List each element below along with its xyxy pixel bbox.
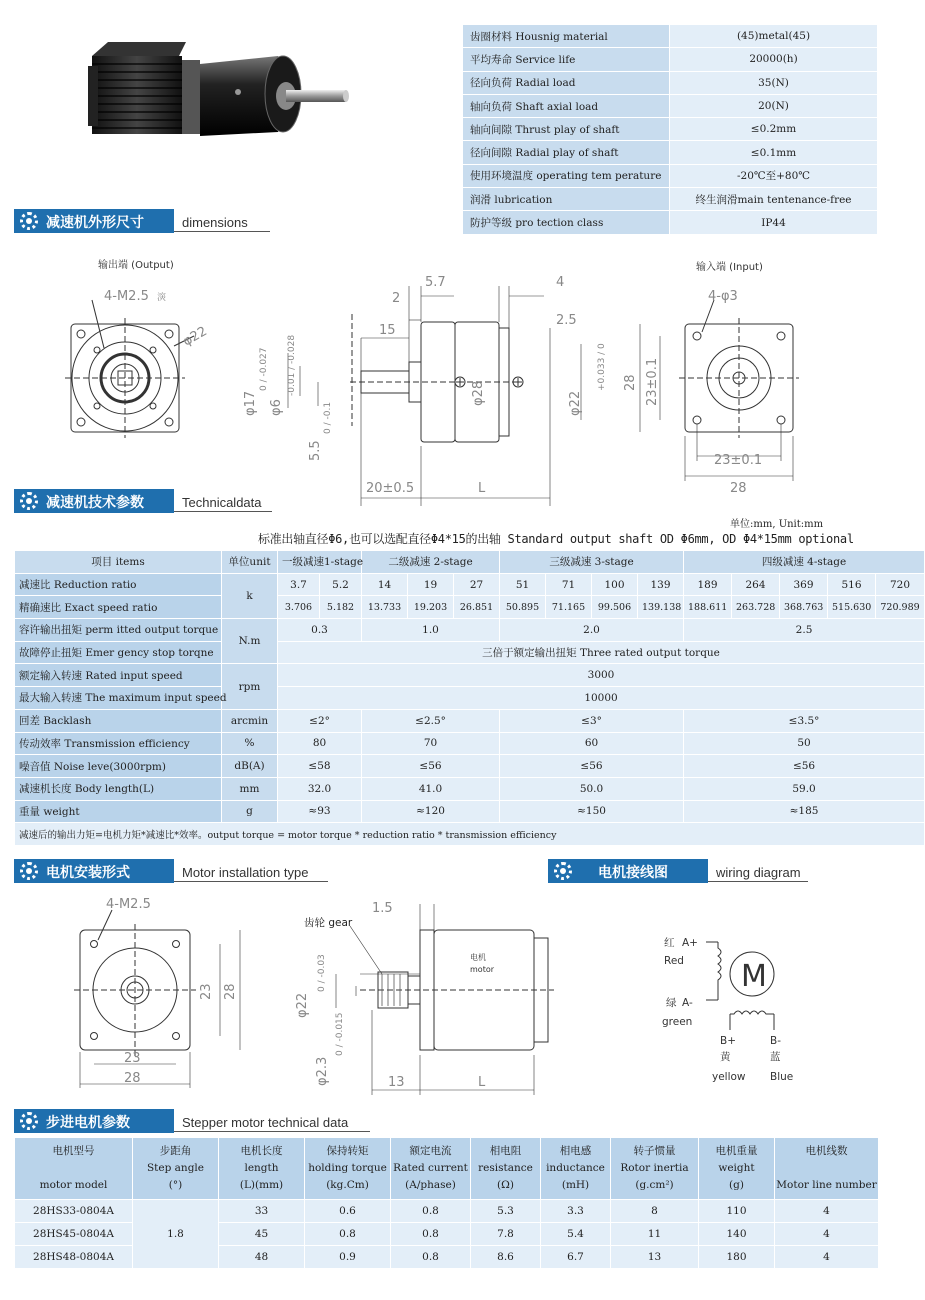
footnote: 减速后的输出力矩=电机力矩*减速比*效率。output torque = motor torque * reduction ratio * transmission efficiency — [15, 823, 925, 846]
spec-row — [463, 164, 878, 187]
cell: 139 — [638, 573, 684, 596]
wire-a-minus: A- — [682, 997, 693, 1009]
dim-20: 20±0.5 — [366, 481, 415, 496]
header-cn: 电机长度 — [240, 1145, 283, 1157]
cell: 48 — [219, 1246, 305, 1269]
cell: 3.3 — [541, 1200, 611, 1223]
table-row — [15, 755, 925, 778]
cell: ≤56 — [500, 755, 684, 778]
header-unit: (kg.Cm) — [326, 1179, 369, 1191]
dim-phi22b: φ22 — [568, 390, 583, 416]
cell: 5.2 — [320, 573, 362, 596]
cell: 0.8 — [391, 1223, 471, 1246]
header-en: weight — [718, 1162, 755, 1174]
wire-b-minus: B- — [770, 1035, 781, 1047]
section-header-technical — [14, 489, 276, 513]
table-row — [15, 687, 925, 710]
table-row — [15, 1200, 879, 1223]
wiring-diagram — [640, 930, 840, 1090]
cell: 8.6 — [471, 1246, 541, 1269]
spec-row — [463, 188, 878, 211]
install-28-vertical: 28 — [223, 983, 238, 1000]
cell: 7.8 — [471, 1223, 541, 1246]
section-header-installation — [14, 859, 332, 883]
table-row — [15, 596, 925, 619]
table-row — [15, 823, 925, 846]
cell: ≤58 — [278, 755, 362, 778]
header-unit: (Ω) — [497, 1179, 514, 1191]
gear-icon — [20, 1112, 38, 1130]
gear-icon — [20, 862, 38, 880]
cell: 71 — [546, 573, 592, 596]
header-en: length — [244, 1162, 279, 1174]
cell: ≈185 — [684, 800, 925, 823]
cell: 70 — [362, 732, 500, 755]
cell: ≈150 — [500, 800, 684, 823]
technical-data-table — [14, 550, 925, 846]
gear-icon — [554, 862, 572, 880]
section-title-cn: 减速机技术参数 — [46, 495, 144, 511]
header-weight — [699, 1138, 775, 1200]
spec-value: ≤0.2mm — [670, 118, 878, 141]
cell: 33 — [219, 1200, 305, 1223]
spec-key: 防护等级 pro tection class — [463, 211, 670, 234]
dim-phi22: φ22 — [180, 323, 210, 350]
unit-note: 单位:mm, Unit:mm — [730, 519, 824, 530]
cell: 0.8 — [305, 1223, 391, 1246]
cell: 三倍于额定输出扭矩 Three rated output torque — [278, 641, 925, 664]
wire-b-plus: B+ — [720, 1035, 737, 1047]
cell: ≤3° — [500, 709, 684, 732]
table-row — [15, 1138, 879, 1200]
cell: 28HS48-0804A — [15, 1246, 133, 1269]
wire-a-plus-en: Red — [664, 955, 684, 967]
header-unit: (L)(mm) — [239, 1179, 284, 1191]
cell: 14 — [362, 573, 408, 596]
row-label: 容许输出扭矩 perm itted output torque — [15, 619, 222, 642]
cell: 50 — [684, 732, 925, 755]
table-row — [15, 641, 925, 664]
install-holes: 4-M2.5 — [106, 897, 151, 912]
row-label: 传动效率 Transmission efficiency — [15, 732, 222, 755]
cell-step-angle: 1.8 — [133, 1200, 219, 1269]
cell: ≤2.5° — [362, 709, 500, 732]
cell: 139.138 — [638, 596, 684, 619]
header-en: Motor line number — [776, 1179, 877, 1191]
cell: 1.0 — [362, 619, 500, 642]
cell: 13 — [611, 1246, 699, 1269]
spec-row — [463, 25, 878, 48]
gear-icon — [20, 492, 38, 510]
row-label: 减速机长度 Body length(L) — [15, 777, 222, 800]
cell: 71.165 — [546, 596, 592, 619]
cell: 32.0 — [278, 777, 362, 800]
header-motor-model — [15, 1138, 133, 1200]
cell: 263.728 — [732, 596, 780, 619]
dim-4: 4 — [556, 275, 565, 290]
cell: 3.7 — [278, 573, 320, 596]
dim-23-horizontal: 23±0.1 — [714, 453, 763, 468]
header-cn: 步距角 — [159, 1145, 192, 1157]
section-title-cn: 电机接线图 — [598, 865, 668, 881]
header-stage-3: 三级减速 3-stage — [500, 551, 684, 574]
spec-value: -20℃至+80℃ — [670, 164, 878, 187]
cell: 26.851 — [454, 596, 500, 619]
header-unit: motor model — [39, 1179, 108, 1191]
section-title-cn: 步进电机参数 — [46, 1115, 130, 1131]
row-unit: % — [222, 732, 278, 755]
cell: ≤3.5° — [684, 709, 925, 732]
dim-in-holes: 4-φ3 — [708, 289, 738, 304]
row-unit: k — [222, 573, 278, 618]
dim-28-horizontal: 28 — [730, 481, 747, 496]
dim-15: 15 — [379, 323, 396, 338]
wire-a-minus-cn: 绿 — [666, 997, 677, 1009]
header-stage-2: 二级减速 2-stage — [362, 551, 500, 574]
gear-icon — [20, 212, 38, 230]
install-phi22-tol: 0 / -0.03 — [317, 954, 327, 992]
dim-phi17: φ17 — [243, 390, 258, 416]
install-phi22: φ22 — [295, 992, 310, 1018]
header-cn: 相电感 — [559, 1145, 592, 1157]
wire-a-plus-cn: 红 — [664, 937, 675, 949]
cell: 13.733 — [362, 596, 408, 619]
section-title-en: Stepper motor technical data — [182, 1115, 349, 1130]
install-phi2-3: φ2.3 — [315, 1056, 330, 1086]
motor-label-en: motor — [470, 965, 495, 974]
wire-a-plus: A+ — [682, 937, 698, 949]
header-cn: 额定电流 — [409, 1145, 452, 1157]
cell: 28HS33-0804A — [15, 1200, 133, 1223]
install-13: 13 — [388, 1075, 405, 1090]
section-title-en: Motor installation type — [182, 865, 309, 880]
header-rotor-inertia — [611, 1138, 699, 1200]
cell: 11 — [611, 1223, 699, 1246]
cell: 3.706 — [278, 596, 320, 619]
spec-key: 轴向间隙 Thrust play of shaft — [463, 118, 670, 141]
cell: 2.0 — [500, 619, 684, 642]
section-header-dimensions — [14, 209, 274, 233]
install-1-5: 1.5 — [372, 901, 393, 916]
cell: 41.0 — [362, 777, 500, 800]
cell: 516 — [828, 573, 876, 596]
header-holding-torque — [305, 1138, 391, 1200]
spec-key: 轴向负荷 Shaft axial load — [463, 94, 670, 117]
header-cn: 转子惯量 — [633, 1145, 676, 1157]
dim-phi28: φ28 — [471, 380, 486, 406]
header-step-angle — [133, 1138, 219, 1200]
row-label: 重量 weight — [15, 800, 222, 823]
cell: 369 — [780, 573, 828, 596]
row-label: 最大输入转速 The maximum input speed — [15, 687, 222, 710]
spec-row — [463, 71, 878, 94]
row-unit: g — [222, 800, 278, 823]
dim-5-7: 5.7 — [425, 275, 446, 290]
wire-b-minus-en: Blue — [770, 1071, 794, 1083]
cell: 188.611 — [684, 596, 732, 619]
header-unit: (A/phase) — [405, 1179, 456, 1191]
cell: 0.3 — [278, 619, 362, 642]
cell: 0.8 — [391, 1246, 471, 1269]
shaft-option-note: 标准出轴直径Φ6,也可以选配直径Φ4*15的出轴 Standard output shaft OD Φ6mm, OD Φ4*15mm optional — [258, 532, 854, 546]
section-header-wiring — [548, 859, 810, 883]
dim-phi6-tol: -0.01 / -0.028 — [287, 334, 297, 396]
cell: 4 — [775, 1223, 879, 1246]
wire-b-plus-en: yellow — [712, 1071, 746, 1083]
cell: 28HS45-0804A — [15, 1223, 133, 1246]
row-unit: mm — [222, 777, 278, 800]
header-cn: 电机重量 — [715, 1145, 758, 1157]
header-cn: 电机型号 — [52, 1145, 95, 1157]
install-23-vertical: 23 — [199, 983, 214, 1000]
header-length — [219, 1138, 305, 1200]
install-28-horizontal: 28 — [124, 1071, 141, 1086]
cell: 99.506 — [592, 596, 638, 619]
dim-phi6: φ6 — [269, 399, 284, 416]
spec-value: 20(N) — [670, 94, 878, 117]
cell: 0.9 — [305, 1246, 391, 1269]
header-unit: (°) — [168, 1179, 183, 1191]
cell: 180 — [699, 1246, 775, 1269]
row-unit: rpm — [222, 664, 278, 709]
dim-phi22b-tol: +0.033 / 0 — [597, 343, 607, 391]
wire-a-minus-en: green — [662, 1016, 693, 1028]
cell: 50.895 — [500, 596, 546, 619]
cell: 100 — [592, 573, 638, 596]
dim-2: 2 — [392, 291, 401, 306]
cell: ≤2° — [278, 709, 362, 732]
dim-28-vertical: 28 — [623, 374, 638, 391]
row-label: 噪音值 Noise leve(3000rpm) — [15, 755, 222, 778]
table-row — [15, 551, 925, 574]
gear-label: 齿轮 gear — [304, 917, 353, 929]
spec-key: 齿圈材料 Housnig material — [463, 25, 670, 48]
header-inductance — [541, 1138, 611, 1200]
section-title-en: wiring diagram — [716, 865, 801, 880]
row-label: 额定输入转速 Rated input speed — [15, 664, 222, 687]
cell: ≈93 — [278, 800, 362, 823]
cell: 4 — [775, 1246, 879, 1269]
cell: 0.6 — [305, 1200, 391, 1223]
input-end-label: 输入端 (Input) — [696, 262, 763, 273]
table-row — [15, 709, 925, 732]
cell: 50.0 — [500, 777, 684, 800]
header-en: Rated current — [393, 1162, 468, 1174]
spec-value: 终生润滑main tentenance-free — [670, 188, 878, 211]
gearmotor-product-image — [78, 36, 358, 146]
header-unit: (g) — [729, 1179, 744, 1191]
row-label: 精确速比 Exact speed ratio — [15, 596, 222, 619]
cell: ≤56 — [362, 755, 500, 778]
stepper-motor-table — [14, 1137, 879, 1269]
gearbox-spec-table — [462, 24, 878, 235]
row-label: 回差 Backlash — [15, 709, 222, 732]
wire-b-minus-cn: 蓝 — [770, 1051, 781, 1063]
spec-row — [463, 48, 878, 71]
header-unit: (g.cm²) — [635, 1179, 674, 1191]
row-label: 减速比 Reduction ratio — [15, 573, 222, 596]
cell: 5.3 — [471, 1200, 541, 1223]
cell: 189 — [684, 573, 732, 596]
cell: 264 — [732, 573, 780, 596]
cell: 368.763 — [780, 596, 828, 619]
header-en: resistance — [478, 1162, 533, 1174]
cell: 515.630 — [828, 596, 876, 619]
cell: 10000 — [278, 687, 925, 710]
table-row — [15, 777, 925, 800]
install-phi2-3-tol: 0 / -0.015 — [335, 1012, 345, 1056]
section-title-en: dimensions — [182, 215, 248, 230]
cell: 3000 — [278, 664, 925, 687]
cell: 110 — [699, 1200, 775, 1223]
spec-row — [463, 94, 878, 117]
motor-label-cn: 电机 — [470, 953, 486, 962]
spec-value: IP44 — [670, 211, 878, 234]
output-end-label: 输出端 (Output) — [98, 260, 174, 271]
section-title-en: Technicaldata — [182, 495, 262, 510]
cell: 720.989 — [876, 596, 925, 619]
spec-value: (45)metal(45) — [670, 25, 878, 48]
spec-key: 径向负荷 Radial load — [463, 71, 670, 94]
wire-b-plus-cn: 黄 — [720, 1051, 731, 1063]
dim-phi17-tol: 0 / -0.027 — [259, 347, 269, 391]
cell: 51 — [500, 573, 546, 596]
spec-value: 35(N) — [670, 71, 878, 94]
spec-key: 润滑 lubrication — [463, 188, 670, 211]
spec-key: 径向间隙 Radial play of shaft — [463, 141, 670, 164]
dim-5-5-tol: 0 / -0.1 — [323, 401, 333, 434]
cell: 6.7 — [541, 1246, 611, 1269]
row-label: 故障停止扭矩 Emer gency stop torqne — [15, 641, 222, 664]
header-resistance — [471, 1138, 541, 1200]
dim-2-5: 2.5 — [556, 313, 577, 328]
table-row — [15, 573, 925, 596]
section-title-cn: 减速机外形尺寸 — [46, 215, 144, 231]
header-unit: (mH) — [561, 1179, 590, 1191]
motor-symbol: M — [741, 959, 767, 994]
cell: ≤56 — [684, 755, 925, 778]
row-unit: dB(A) — [222, 755, 278, 778]
header-unit: 单位unit — [222, 551, 278, 574]
dim-out-holes-suffix: 㴱 — [157, 293, 167, 303]
dim-out-holes: 4-M2.5 — [104, 289, 149, 304]
header-stage-4: 四级减速 4-stage — [684, 551, 925, 574]
dim-L: L — [478, 481, 486, 496]
table-row — [15, 800, 925, 823]
spec-row — [463, 211, 878, 234]
install-L: L — [478, 1075, 486, 1090]
dim-5-5: 5.5 — [308, 440, 323, 461]
header-line-number — [775, 1138, 879, 1200]
cell: 80 — [278, 732, 362, 755]
cell: 19.203 — [408, 596, 454, 619]
dim-23-vertical: 23±0.1 — [645, 357, 660, 406]
header-cn: 电机线数 — [805, 1145, 848, 1157]
cell: 45 — [219, 1223, 305, 1246]
cell: ≈120 — [362, 800, 500, 823]
header-items: 项目 items — [15, 551, 222, 574]
table-row — [15, 664, 925, 687]
cell: 4 — [775, 1200, 879, 1223]
spec-key: 使用环境温度 operating tem perature — [463, 164, 670, 187]
spec-value: ≤0.1mm — [670, 141, 878, 164]
spec-key: 平均寿命 Service life — [463, 48, 670, 71]
cell: 5.4 — [541, 1223, 611, 1246]
header-en: holding torque — [308, 1162, 387, 1174]
header-en: inductance — [546, 1162, 605, 1174]
install-23-horizontal: 23 — [124, 1051, 141, 1066]
row-unit: N.m — [222, 619, 278, 664]
row-unit: arcmin — [222, 709, 278, 732]
motor-installation-drawing — [60, 890, 560, 1102]
cell: 8 — [611, 1200, 699, 1223]
cell: 27 — [454, 573, 500, 596]
spec-row — [463, 118, 878, 141]
header-cn: 保持转矩 — [326, 1145, 369, 1157]
spec-value: 20000(h) — [670, 48, 878, 71]
cell: 720 — [876, 573, 925, 596]
cell: 140 — [699, 1223, 775, 1246]
cell: 19 — [408, 573, 454, 596]
cell: 60 — [500, 732, 684, 755]
header-stage-1: 一级减速1-stage — [278, 551, 362, 574]
cell: 2.5 — [684, 619, 925, 642]
cell: 5.182 — [320, 596, 362, 619]
header-en: Rotor inertia — [620, 1162, 689, 1174]
cell: 59.0 — [684, 777, 925, 800]
header-en: Step angle — [146, 1162, 204, 1174]
table-row — [15, 732, 925, 755]
header-rated-current — [391, 1138, 471, 1200]
section-header-stepper — [14, 1109, 372, 1133]
table-row — [15, 619, 925, 642]
spec-row — [463, 141, 878, 164]
header-cn: 相电阻 — [489, 1145, 522, 1157]
section-title-cn: 电机安装形式 — [46, 865, 130, 881]
gearbox-dimension-drawing — [14, 256, 878, 506]
cell: 0.8 — [391, 1200, 471, 1223]
